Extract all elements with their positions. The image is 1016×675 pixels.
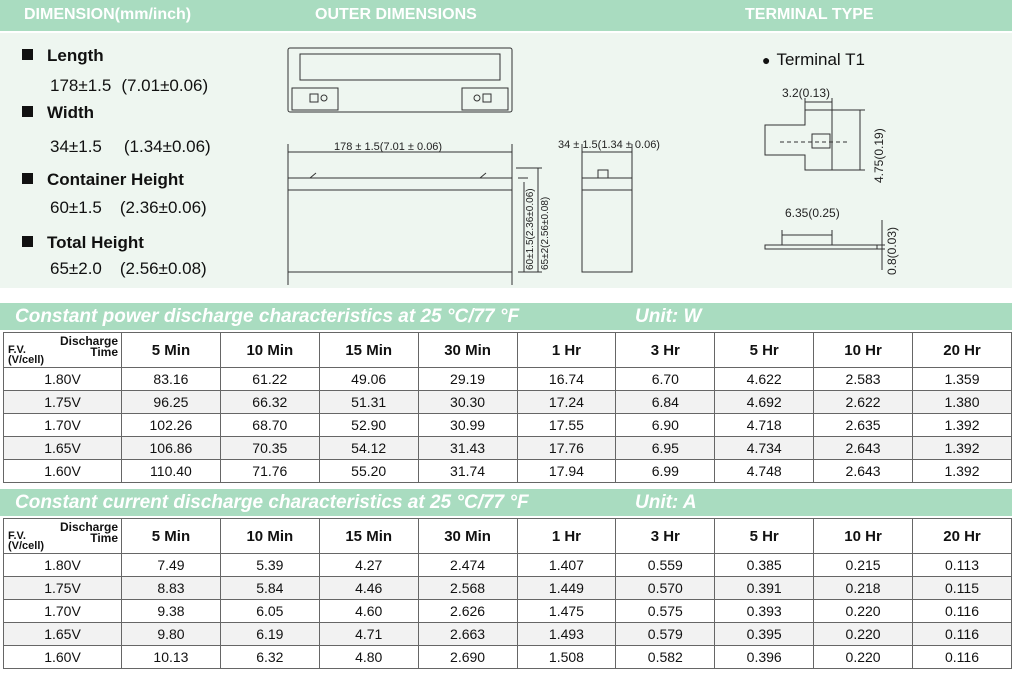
- table-cell: 1.493: [517, 623, 616, 646]
- width-dimension-label: 34 ± 1.5(1.34 ± 0.06): [558, 139, 660, 151]
- column-header: 15 Min: [319, 519, 418, 554]
- table-cell: 1.380: [913, 391, 1012, 414]
- column-header: 5 Min: [122, 333, 221, 368]
- table-cell: 4.27: [319, 554, 418, 577]
- current-table-title: Constant current discharge characteristics at 25 °C/77 °F: [15, 492, 529, 513]
- table-cell: 1.407: [517, 554, 616, 577]
- length-dimension-label: 178 ± 1.5(7.01 ± 0.06): [334, 141, 443, 153]
- table-row: [4, 554, 1012, 577]
- width-label: Width: [22, 103, 94, 123]
- total-height-value: 65±2.0 (2.56±0.08): [50, 259, 207, 278]
- table-cell: 0.559: [616, 554, 715, 577]
- table-cell: 1.392: [913, 414, 1012, 437]
- terminal-dim-2: 4.75(0.19): [872, 128, 886, 183]
- table-cell: 54.12: [319, 437, 418, 460]
- table-cell: 4.60: [319, 600, 418, 623]
- table-cell: 6.32: [220, 646, 319, 669]
- table-cell: 0.218: [814, 577, 913, 600]
- table-row: [4, 460, 1012, 483]
- table-cell: 68.70: [220, 414, 319, 437]
- final-voltage-cell: 1.60V: [4, 646, 122, 669]
- table-row: [4, 437, 1012, 460]
- table-cell: 0.391: [715, 577, 814, 600]
- corner-cell: Discharge Time F.V. (V/cell): [4, 333, 122, 368]
- table-cell: 2.583: [814, 368, 913, 391]
- table-cell: 51.31: [319, 391, 418, 414]
- column-header: 20 Hr: [913, 333, 1012, 368]
- table-cell: 0.115: [913, 577, 1012, 600]
- table-cell: 17.24: [517, 391, 616, 414]
- column-header: 5 Hr: [715, 333, 814, 368]
- table-cell: 0.570: [616, 577, 715, 600]
- table-cell: 1.475: [517, 600, 616, 623]
- table-cell: 70.35: [220, 437, 319, 460]
- table-cell: 0.220: [814, 600, 913, 623]
- table-cell: 1.449: [517, 577, 616, 600]
- table-cell: 0.113: [913, 554, 1012, 577]
- table-cell: 55.20: [319, 460, 418, 483]
- table-cell: 5.84: [220, 577, 319, 600]
- table-cell: 30.30: [418, 391, 517, 414]
- column-header: 30 Min: [418, 519, 517, 554]
- table-cell: 2.635: [814, 414, 913, 437]
- table-cell: 102.26: [122, 414, 221, 437]
- table-cell: 0.385: [715, 554, 814, 577]
- table-cell: 4.692: [715, 391, 814, 414]
- table-cell: 1.359: [913, 368, 1012, 391]
- container-height-value: 60±1.5 (2.36±0.06): [50, 198, 207, 217]
- column-header: 30 Min: [418, 333, 517, 368]
- table-cell: 17.55: [517, 414, 616, 437]
- table-cell: 6.05: [220, 600, 319, 623]
- table-cell: 10.13: [122, 646, 221, 669]
- final-voltage-cell: 1.65V: [4, 437, 122, 460]
- table-cell: 96.25: [122, 391, 221, 414]
- power-table: [3, 332, 1012, 483]
- table-cell: 2.663: [418, 623, 517, 646]
- table-cell: 2.626: [418, 600, 517, 623]
- width-value: 34±1.5 (1.34±0.06): [50, 137, 211, 156]
- table-cell: 2.622: [814, 391, 913, 414]
- table-cell: 106.86: [122, 437, 221, 460]
- total-height-label: Total Height: [22, 233, 144, 253]
- table-cell: 4.71: [319, 623, 418, 646]
- column-header: 15 Min: [319, 333, 418, 368]
- terminal-dim-4: 0.8(0.03): [885, 226, 899, 275]
- table-cell: 6.99: [616, 460, 715, 483]
- dimension-heading: DIMENSION(mm/inch): [24, 6, 192, 23]
- power-table-title-bar: [0, 303, 1012, 330]
- terminal-type-heading: TERMINAL TYPE: [745, 6, 874, 23]
- table-cell: 17.94: [517, 460, 616, 483]
- table-row: [4, 391, 1012, 414]
- table-cell: 61.22: [220, 368, 319, 391]
- column-header: 10 Min: [220, 333, 319, 368]
- table-cell: 4.734: [715, 437, 814, 460]
- column-header: 10 Min: [220, 519, 319, 554]
- table-cell: 0.220: [814, 623, 913, 646]
- terminal-drawing: [740, 80, 910, 280]
- column-header: 3 Hr: [616, 519, 715, 554]
- table-cell: 2.643: [814, 437, 913, 460]
- table-cell: 6.95: [616, 437, 715, 460]
- table-cell: 110.40: [122, 460, 221, 483]
- bullet-square-icon: [22, 236, 33, 247]
- table-cell: 4.718: [715, 414, 814, 437]
- column-header: 20 Hr: [913, 519, 1012, 554]
- column-header: 1 Hr: [517, 333, 616, 368]
- table-cell: 17.76: [517, 437, 616, 460]
- table-cell: 6.19: [220, 623, 319, 646]
- current-table: [3, 518, 1012, 669]
- table-cell: 2.690: [418, 646, 517, 669]
- final-voltage-cell: 1.70V: [4, 414, 122, 437]
- table-cell: 0.393: [715, 600, 814, 623]
- final-voltage-cell: 1.80V: [4, 554, 122, 577]
- table-cell: 0.575: [616, 600, 715, 623]
- corner-cell: Discharge Time F.V. (V/cell): [4, 519, 122, 554]
- table-cell: 52.90: [319, 414, 418, 437]
- table-cell: 66.32: [220, 391, 319, 414]
- table-cell: 4.622: [715, 368, 814, 391]
- bullet-square-icon: [22, 173, 33, 184]
- table-cell: 2.474: [418, 554, 517, 577]
- final-voltage-cell: 1.80V: [4, 368, 122, 391]
- table-cell: 1.392: [913, 460, 1012, 483]
- table-cell: 0.396: [715, 646, 814, 669]
- current-table-title-bar: [0, 489, 1012, 516]
- outer-dimensions-heading: OUTER DIMENSIONS: [315, 6, 477, 23]
- final-voltage-cell: 1.65V: [4, 623, 122, 646]
- container-height-label: Container Height: [22, 170, 184, 190]
- table-cell: 6.70: [616, 368, 715, 391]
- table-cell: 0.582: [616, 646, 715, 669]
- table-cell: 2.643: [814, 460, 913, 483]
- height-dimension-label-1: 60±1.5(2.36±0.06): [525, 188, 536, 270]
- final-voltage-cell: 1.60V: [4, 460, 122, 483]
- table-row: [4, 577, 1012, 600]
- table-cell: 4.46: [319, 577, 418, 600]
- bullet-square-icon: [22, 49, 33, 60]
- table-cell: 49.06: [319, 368, 418, 391]
- table-row: [4, 414, 1012, 437]
- terminal-dim-1: 3.2(0.13): [782, 86, 831, 100]
- height-dimension-label-2: 65±2(2.56±0.08): [540, 196, 551, 270]
- column-header: 5 Min: [122, 519, 221, 554]
- column-header: 10 Hr: [814, 519, 913, 554]
- table-cell: 2.568: [418, 577, 517, 600]
- table-cell: 16.74: [517, 368, 616, 391]
- column-header: 5 Hr: [715, 519, 814, 554]
- table-cell: 4.80: [319, 646, 418, 669]
- terminal-dim-3: 6.35(0.25): [785, 206, 840, 220]
- table-cell: 0.579: [616, 623, 715, 646]
- header-bar: [0, 0, 1012, 31]
- table-cell: 0.220: [814, 646, 913, 669]
- current-table-unit: Unit: A: [635, 492, 697, 513]
- table-cell: 0.116: [913, 646, 1012, 669]
- table-cell: 0.215: [814, 554, 913, 577]
- table-cell: 0.395: [715, 623, 814, 646]
- table-cell: 6.90: [616, 414, 715, 437]
- length-value: 178±1.5 (7.01±0.06): [50, 76, 209, 95]
- table-cell: 0.116: [913, 623, 1012, 646]
- table-cell: 31.74: [418, 460, 517, 483]
- table-cell: 9.38: [122, 600, 221, 623]
- bullet-square-icon: [22, 106, 33, 117]
- table-cell: 31.43: [418, 437, 517, 460]
- table-row: [4, 600, 1012, 623]
- length-label: Length: [22, 46, 104, 66]
- table-cell: 6.84: [616, 391, 715, 414]
- column-header: 3 Hr: [616, 333, 715, 368]
- table-row: [4, 646, 1012, 669]
- final-voltage-cell: 1.75V: [4, 391, 122, 414]
- table-cell: 9.80: [122, 623, 221, 646]
- column-header: 1 Hr: [517, 519, 616, 554]
- table-cell: 83.16: [122, 368, 221, 391]
- table-cell: 5.39: [220, 554, 319, 577]
- final-voltage-cell: 1.75V: [4, 577, 122, 600]
- table-cell: 1.508: [517, 646, 616, 669]
- table-cell: 29.19: [418, 368, 517, 391]
- table-cell: 4.748: [715, 460, 814, 483]
- table-cell: 0.116: [913, 600, 1012, 623]
- outer-dimensions-drawing: [280, 40, 700, 285]
- column-header: 10 Hr: [814, 333, 913, 368]
- table-row: [4, 623, 1012, 646]
- table-row: [4, 368, 1012, 391]
- power-table-title: Constant power discharge characteristics at 25 °C/77 °F: [15, 306, 520, 327]
- terminal-name: ● Terminal T1: [762, 50, 865, 69]
- bullet-dot-icon: ●: [762, 52, 771, 68]
- final-voltage-cell: 1.70V: [4, 600, 122, 623]
- table-cell: 71.76: [220, 460, 319, 483]
- power-table-unit: Unit: W: [635, 306, 702, 327]
- table-cell: 1.392: [913, 437, 1012, 460]
- table-cell: 8.83: [122, 577, 221, 600]
- table-cell: 30.99: [418, 414, 517, 437]
- table-cell: 7.49: [122, 554, 221, 577]
